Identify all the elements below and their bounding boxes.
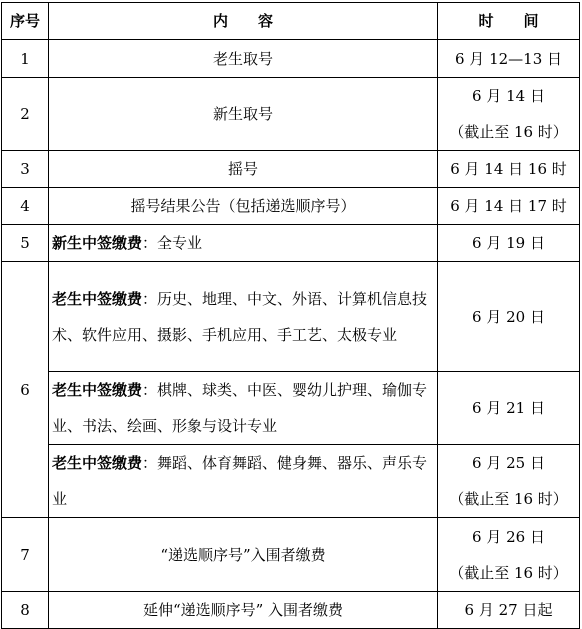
row-content: 摇号 [49,151,438,188]
time-note: （截止至 16 时） [449,123,568,141]
schedule-table [1,2,580,629]
header-content: 内 容 [49,3,438,40]
time-note: （截止至 16 时） [449,490,568,508]
row-number: 1 [2,40,49,78]
row-number: 8 [2,592,49,629]
row-time: 6 月 21 日 [438,372,580,445]
table-header-row [2,3,580,40]
content-emphasis: 老生中签缴费 [52,381,143,399]
table-row [2,225,580,262]
row-time: 6 月 27 日起 [438,592,580,629]
row-number: 6 [2,262,49,518]
content-detail: ：全专业 [142,234,203,252]
row-content: 摇号结果公告（包括递选顺序号） [49,188,438,225]
table-row [2,151,580,188]
row-number: 3 [2,151,49,188]
row-content: 延伸“递选顺序号” 入围者缴费 [49,592,438,629]
row-time: 6 月 14 日 17 时 [438,188,580,225]
content-emphasis: 新生中签缴费 [52,234,143,252]
header-time: 时 间 [438,3,580,40]
content-detail: ：历史、地理、中文、外语、计算机信息技术、软件应用、摄影、手机应用、手工艺、太极专业 [52,289,428,344]
row-number: 5 [2,225,49,262]
header-no: 序号 [2,3,49,40]
table-row [2,188,580,225]
time-line: 6 月 25 日 [472,454,545,472]
row-time: 6 月 20 日 [438,262,580,372]
table-row [2,445,580,518]
row-time: 6 月 14 日 16 时 [438,151,580,188]
row-number: 2 [2,78,49,151]
time-line: 6 月 14 日 [472,87,545,105]
row-time [438,518,580,592]
table-row [2,372,580,445]
row-time: 6 月 19 日 [438,225,580,262]
row-time: 6 月 12—13 日 [438,40,580,78]
table-row [2,518,580,592]
content-detail: ：舞蹈、体育舞蹈、健身舞、器乐、声乐专业 [52,454,428,508]
row-time [438,445,580,518]
table-row [2,262,580,372]
row-content: 新生取号 [49,78,438,151]
row-number: 7 [2,518,49,592]
content-emphasis: 老生中签缴费 [52,454,143,472]
row-content: “递选顺序号”入围者缴费 [49,518,438,592]
time-line: 6 月 26 日 [472,527,545,546]
row-time [438,78,580,151]
table-row [2,78,580,151]
content-emphasis: 老生中签缴费 [52,289,143,308]
row-content [49,262,438,372]
time-note: （截止至 16 时） [449,563,568,582]
table-row [2,40,580,78]
row-content [49,372,438,445]
row-number: 4 [2,188,49,225]
table-row [2,592,580,629]
row-content [49,225,438,262]
row-content [49,445,438,518]
content-detail: ：棋牌、球类、中医、婴幼儿护理、瑜伽专业、书法、绘画、形象与设计专业 [52,381,428,435]
row-content: 老生取号 [49,40,438,78]
